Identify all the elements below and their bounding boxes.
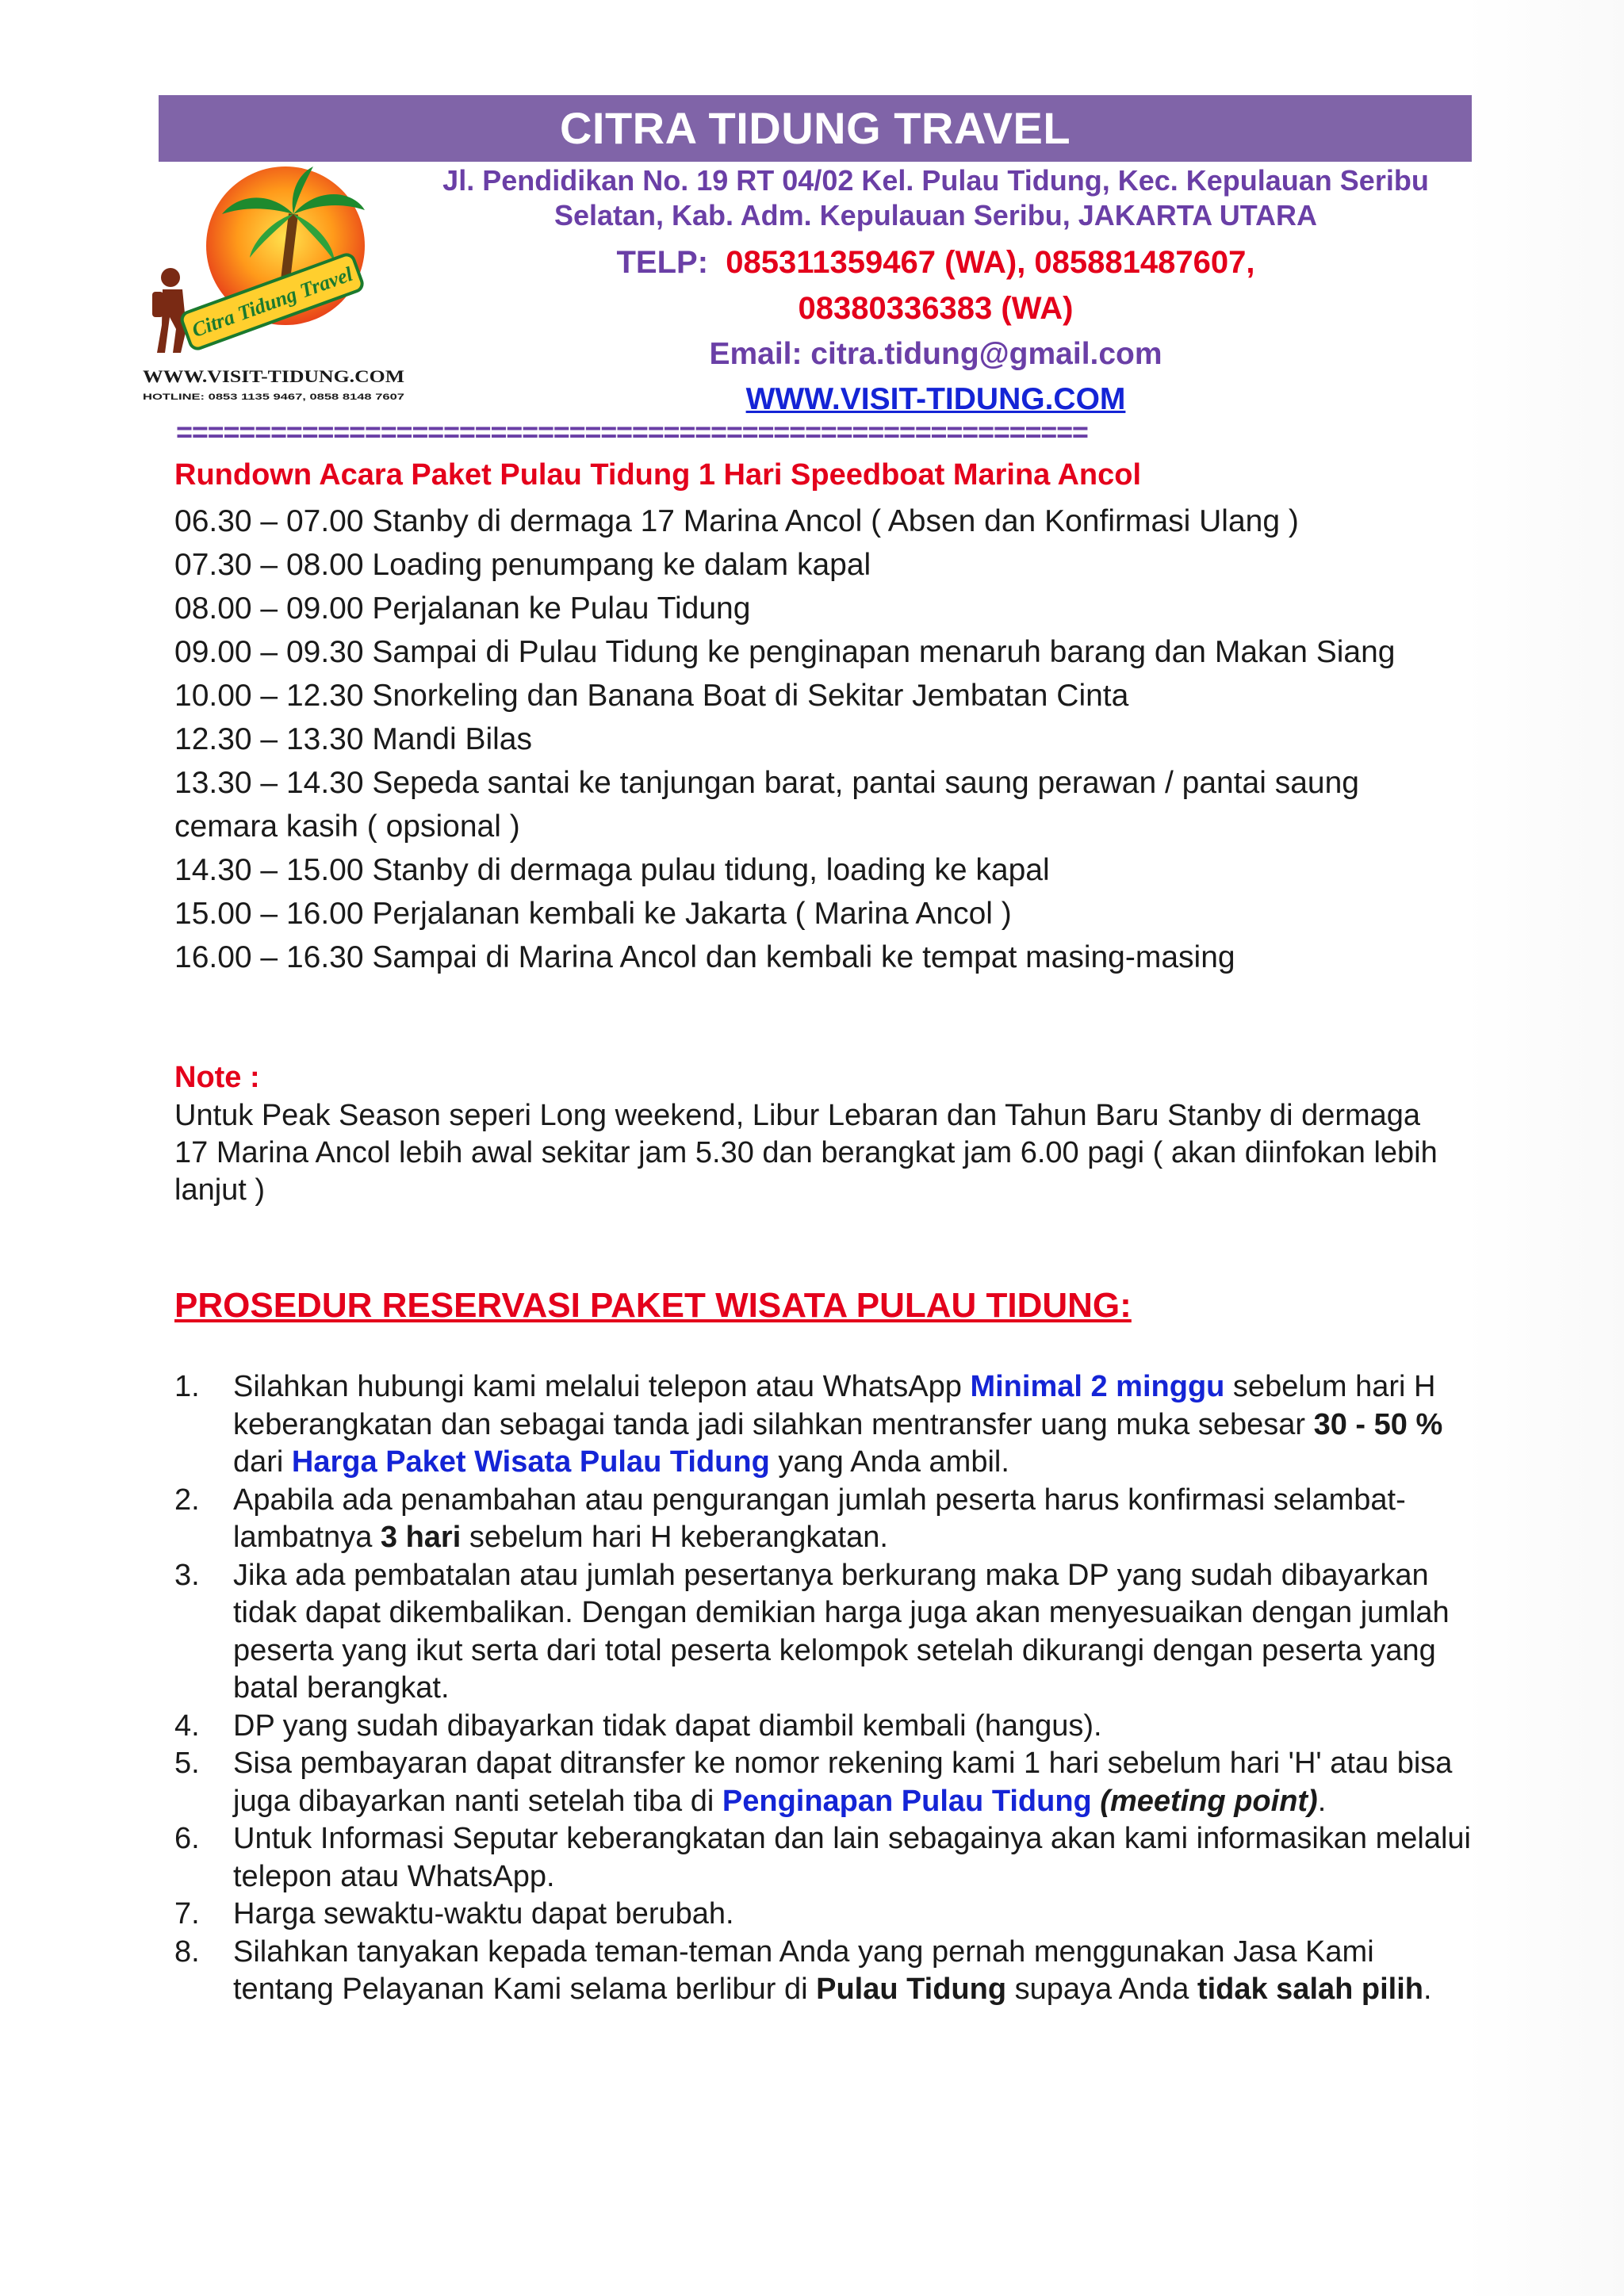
- step-text: Untuk Informasi Seputar keberangkatan dan lain sebagainya akan kami informasikan melalui telepon atau WhatsApp.: [233, 1822, 1471, 1893]
- step-number: 7.: [174, 1897, 200, 1931]
- procedure-step-3: [174, 1557, 1475, 1708]
- step-text: .: [1423, 1973, 1432, 2006]
- step-text: Silahkan hubungi kami melalui telepon atau WhatsApp: [233, 1370, 971, 1403]
- step-text: sebelum hari H keberangkatan dan sebagai tanda jadi silahkan mentransfer uang muka sebesar: [233, 1370, 1436, 1441]
- phone-line-1: [381, 239, 1491, 285]
- rundown-item: 12.30 – 13.30 Mandi Bilas: [174, 722, 532, 756]
- procedure-step-6: [174, 1820, 1475, 1896]
- step-number: 1.: [174, 1370, 200, 1403]
- rundown-title: Rundown Acara Paket Pulau Tidung 1 Hari Speedboat Marina Ancol: [174, 458, 1142, 492]
- step-text: DP yang sudah dibayarkan tidak dapat diambil kembali (hangus).: [233, 1709, 1102, 1743]
- rundown-item: 15.00 – 16.00 Perjalanan kembali ke Jakarta ( Marina Ancol ): [174, 897, 1012, 931]
- header-divider: ==========================================================: [176, 415, 1088, 448]
- step-bold: 3 hari: [380, 1521, 462, 1554]
- step-text: yang Anda ambil.: [769, 1445, 1009, 1479]
- phone-label: TELP:: [616, 245, 709, 280]
- procedure-step-4: [174, 1708, 1475, 1746]
- step-bold: Pulau Tidung: [816, 1973, 1007, 2006]
- note-text: Untuk Peak Season seperi Long weekend, Libur Lebaran dan Tahun Baru Stanby di dermaga 17 Marina Ancol lebih awal sekitar jam 5.30 dan berangkat jam 6.00 pagi ( akan diinfokan lebih lanjut ): [174, 1099, 1438, 1207]
- step-bold-italic: (meeting point): [1091, 1784, 1318, 1818]
- procedure-step-2: [174, 1482, 1475, 1557]
- procedure-step-7: [174, 1896, 1475, 1934]
- rundown-item: 09.00 – 09.30 Sampai di Pulau Tidung ke penginapan menaruh barang dan Makan Siang: [174, 635, 1396, 669]
- step-link[interactable]: Penginapan Pulau Tidung: [722, 1784, 1092, 1818]
- step-text: dari: [233, 1445, 292, 1479]
- company-title-bar: CITRA TIDUNG TRAVEL: [159, 95, 1472, 162]
- step-number: 3.: [174, 1558, 200, 1592]
- step-text: Silahkan tanyakan kepada teman-teman Anda yang pernah menggunakan Jasa Kami tentang Pelayanan Kami selama berlibur di: [233, 1934, 1374, 2006]
- company-contact-block: [381, 163, 1491, 422]
- phone-line-2: 08380336383 (WA): [798, 291, 1074, 326]
- step-number: 2.: [174, 1483, 200, 1517]
- rundown-item: 08.00 – 09.00 Perjalanan ke Pulau Tidung: [174, 591, 751, 626]
- rundown-item: 16.00 – 16.30 Sampai di Marina Ancol dan kembali ke tempat masing-masing: [174, 940, 1235, 974]
- procedure-list: [174, 1368, 1475, 2009]
- step-text: .: [1317, 1784, 1327, 1818]
- company-logo: [135, 159, 420, 412]
- rundown-list: [174, 499, 1459, 979]
- step-text: Harga sewaktu-waktu dapat berubah.: [233, 1897, 734, 1931]
- logo-brand-text: Citra Tidung Travel: [189, 262, 356, 342]
- step-link[interactable]: Harga Paket Wisata Pulau Tidung: [291, 1445, 770, 1479]
- procedure-step-1: [174, 1368, 1475, 1482]
- address-line-1: Jl. Pendidikan No. 19 RT 04/02 Kel. Pulau Tidung, Kec. Kepulauan Seribu: [442, 164, 1429, 197]
- step-bold: 30 - 50 %: [1313, 1407, 1443, 1441]
- step-text: sebelum hari H keberangkatan.: [461, 1521, 888, 1554]
- step-text: Apabila ada penambahan atau pengurangan jumlah peserta harus konfirmasi selambat-lambatnya: [233, 1483, 1406, 1554]
- step-number: 8.: [174, 1934, 200, 1969]
- rundown-item: 14.30 – 15.00 Stanby di dermaga pulau tidung, loading ke kapal: [174, 853, 1050, 887]
- address-line-2: Selatan, Kab. Adm. Kepulauan Seribu, JAKARTA UTARA: [553, 199, 1318, 232]
- logo-hotline-text: HOTLINE: 0853 1135 9467, 0858 8148 7607: [143, 392, 404, 402]
- step-number: 5.: [174, 1747, 200, 1780]
- step-highlight: Minimal 2 minggu: [970, 1370, 1225, 1403]
- procedure-title: PROSEDUR RESERVASI PAKET WISATA PULAU TIDUNG:: [174, 1286, 1132, 1325]
- step-bold: tidak salah pilih: [1197, 1973, 1423, 2006]
- rundown-item: 07.30 – 08.00 Loading penumpang ke dalam kapal: [174, 548, 871, 582]
- email-line: Email: citra.tidung@gmail.com: [709, 337, 1162, 371]
- step-text: supaya Anda: [1006, 1973, 1197, 2006]
- website-link[interactable]: WWW.VISIT-TIDUNG.COM: [745, 382, 1126, 416]
- rundown-item: 06.30 – 07.00 Stanby di dermaga 17 Marina Ancol ( Absen dan Konfirmasi Ulang ): [174, 504, 1299, 538]
- logo-url-text: WWW.VISIT-TIDUNG.COM: [143, 366, 405, 386]
- procedure-step-5: [174, 1745, 1475, 1820]
- procedure-step-8: [174, 1934, 1475, 2009]
- note-heading: Note :: [174, 1061, 260, 1094]
- step-number: 4.: [174, 1709, 200, 1743]
- step-number: 6.: [174, 1822, 200, 1855]
- step-text: Sisa pembayaran dapat ditransfer ke nomor rekening kami 1 hari sebelum hari 'H' atau bisa juga dibayarkan nanti setelah tiba di: [233, 1747, 1453, 1818]
- rundown-item: 10.00 – 12.30 Snorkeling dan Banana Boat di Sekitar Jembatan Cinta: [174, 679, 1129, 713]
- phone-numbers-1: 085311359467 (WA), 085881487607,: [726, 245, 1255, 280]
- hiker-icon: [152, 268, 186, 353]
- step-text: Jika ada pembatalan atau jumlah pesertanya berkurang maka DP yang sudah dibayarkan tidak dapat dikembalikan. Dengan demikian harga juga akan menyesuaikan dengan jumlah peserta yang ikut serta dari total peserta kelompok setelah dikurangi dengan peserta yang batal berangkat.: [233, 1558, 1450, 1705]
- rundown-item: 13.30 – 14.30 Sepeda santai ke tanjungan barat, pantai saung perawan / pantai saung cemara kasih ( opsional ): [174, 766, 1359, 844]
